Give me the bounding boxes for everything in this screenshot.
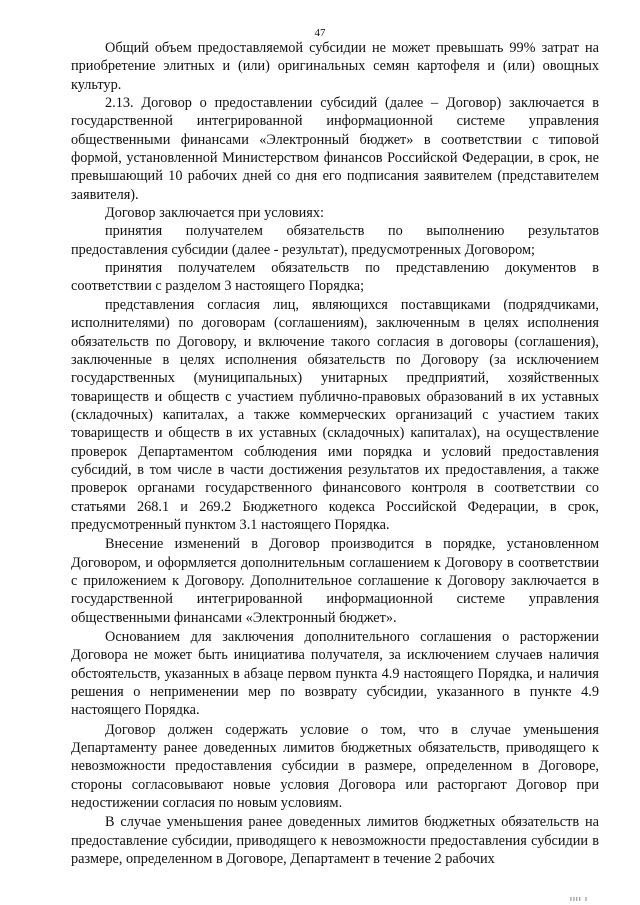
paragraph-condition-consent: представления согласия лиц, являющихся поставщиками (подрядчиками, исполнителями) по договорам (соглашениям), заключенным в целях исполнения обязательств по Договору, и включение такого согласия в договоры (соглашения), заключенные в целях исполнения обязательств по Договору (за исключением государственных (муниципальных) унитарных предприятий, хозяйственных товариществ и обществ с участием публично-правовых образований в их уставных (складочных) капиталах, а также коммерческих организаций с участием таких товариществ и обществ в их уставных (складочных) капиталах), на осуществление проверок Департаментом соблюдения ими порядка и условий предоставления субсидий, в том числе в части достижения результатов их предоставления, а также проверок органами государственного финансового контроля в соответствии со статьями 268.1 и 269.2 Бюджетного кодекса Российской Федерации, в срок, предусмотренный пунктом 3.1 настоящего Порядка. (71, 296, 599, 533)
paragraph-2-13: 2.13. Договор о предоставлении субсидий (далее – Договор) заключается в государственной интегрированной информационной системе управления общественными финансами «Электронный бюджет» в соответствии с типовой формой, установленной Министерством финансов Российской Федерации, в срок, не превышающий 10 рабочих дней со дня его подписания заявителем (представителем заявителя). (71, 95, 599, 203)
paragraph-termination: Основанием для заключения дополнительного соглашения о расторжении Договора не может быть инициатива получателя, за исключением случаев наличия обстоятельств, указанных в абзаце первом пункта 4.9 настоящего Порядка, и наличия решения о неприменении мер по возврату субсидии, указанного в пункте 4.9 настоящего Порядка. (71, 629, 599, 719)
paragraph-amendments: Внесение изменений в Договор производится в порядке, установленном Договором, и оформляется дополнительным соглашением к Договору в соответствии с приложением к Договору. Дополнительное соглашение к Договору заключается в государственной интегрированной информационной системе управления общественными финансами «Электронный бюджет». (71, 536, 599, 626)
paragraph-conditions-intro: Договор заключается при условиях: (105, 205, 324, 222)
scan-mark: ıııı ı (570, 895, 588, 903)
paragraph-condition-results: принятия получателем обязательств по выполнению результатов предоставления субсидии (далее - результат), предусмотренных Договором; (71, 223, 599, 258)
paragraph-subsidy-limit: Общий объем предоставляемой субсидии не может превышать 99% затрат на приобретение элитных и (или) оригинальных семян картофеля и (или) овощных культур. (71, 40, 599, 93)
page-number: 47 (314, 27, 326, 39)
paragraph-limits-condition: Договор должен содержать условие о том, что в случае уменьшения Департаменту ранее доведенных лимитов бюджетных обязательств, приводящего к невозможности предоставления субсидии в размере, определенном в Договоре, стороны согласовывают новые условия Договора или расторгают Договор при недостижении согласия по новым условиям. (71, 721, 599, 812)
paragraph-condition-documents: принятия получателем обязательств по представлению документов в соответствии с разделом 3 настоящего Порядка; (71, 260, 599, 295)
document-body (71, 39, 599, 868)
paragraph-limits-reduction: В случае уменьшения ранее доведенных лимитов бюджетных обязательств на предоставление субсидии, приводящего к невозможности предоставления субсидии в размере, определенном в Договоре, Департамент в течение 2 рабочих (71, 814, 599, 868)
